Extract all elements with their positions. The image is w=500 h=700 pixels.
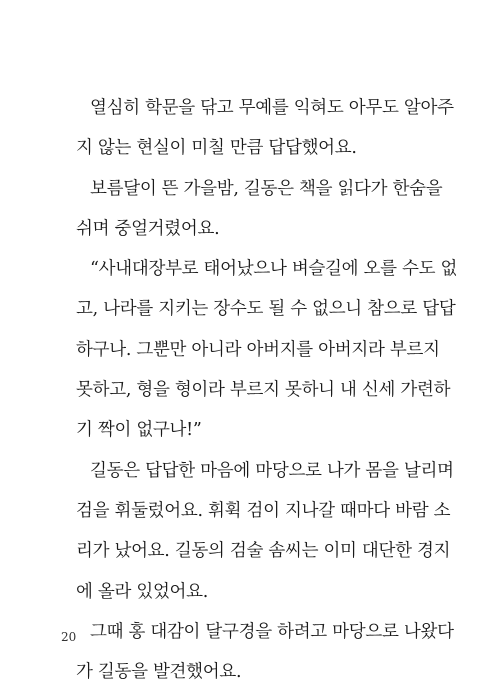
text-line: 에 올라 있었어요. bbox=[76, 581, 209, 602]
text-line: 지 않는 현실이 미칠 만큼 답답했어요. bbox=[76, 138, 357, 159]
text-line: 고, 나라를 지키는 장수도 될 수 없으니 참으로 답답 bbox=[76, 299, 456, 320]
text-line: 검을 휘둘렀어요. 휘휙 검이 지나갈 때마다 바람 소 bbox=[76, 500, 451, 521]
text-line: 보름달이 뜬 가을밤, 길동은 책을 읽다가 한숨을 bbox=[90, 178, 443, 199]
text-line: 하구나. 그뿐만 아니라 아버지를 아버지라 부르지 bbox=[76, 339, 440, 360]
text-line: 쉬며 중얼거렸어요. bbox=[76, 218, 220, 239]
text-line: 열심히 학문을 닦고 무예를 익혀도 아무도 알아주 bbox=[90, 98, 454, 118]
text-line: 그때 홍 대감이 달구경을 하려고 마당으로 나왔다 bbox=[90, 621, 454, 642]
text-line: 가 길동을 발견했어요. bbox=[76, 662, 242, 683]
body-text bbox=[76, 88, 458, 692]
text-line: 리가 났어요. 길동의 검술 솜씨는 이미 대단한 경지 bbox=[76, 541, 451, 562]
text-line: 기 짝이 없구나!” bbox=[76, 420, 202, 441]
text-line: “사내대장부로 태어났으나 벼슬길에 오를 수도 없 bbox=[90, 259, 458, 280]
text-line: 못하고, 형을 형이라 부르지 못하니 내 신세 가련하 bbox=[76, 380, 451, 401]
text-line: 길동은 답답한 마음에 마당으로 나가 몸을 날리며 bbox=[90, 460, 454, 481]
page-number: 20 bbox=[61, 630, 77, 644]
